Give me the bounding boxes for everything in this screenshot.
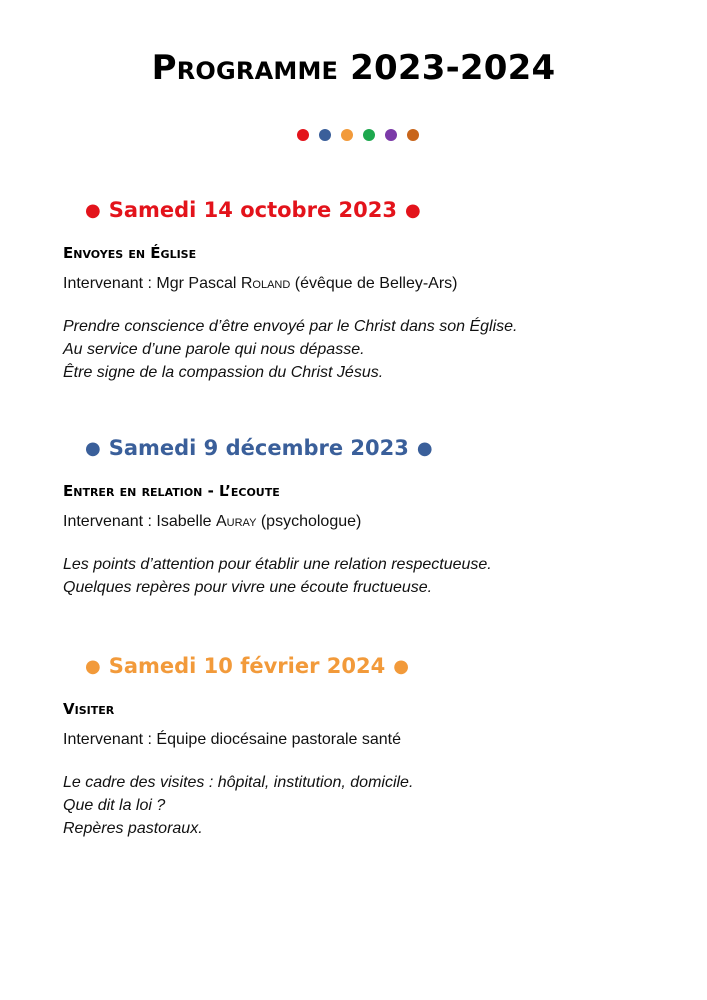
description-line: Prendre conscience d’être envoyé par le Christ dans son Église. [63, 318, 518, 335]
brown-dot-icon [407, 129, 419, 141]
speaker-prefix: Intervenant : Isabelle [63, 513, 216, 530]
bullet-icon: ● [416, 437, 433, 459]
page-title: Programme 2023-2024 [151, 48, 556, 88]
session-speaker [63, 731, 663, 749]
session-description [63, 315, 663, 384]
speaker-name: Roland [240, 275, 291, 292]
red-dot-icon [297, 129, 309, 141]
session-date-text: Samedi 14 octobre 2023 [108, 198, 397, 222]
session-1 [63, 198, 663, 384]
description-line: Quelques repères pour vivre une écoute fructueuse. [63, 579, 433, 596]
blue-dot-icon [319, 129, 331, 141]
speaker-suffix: (psychologue) [256, 513, 362, 530]
session-3 [63, 654, 663, 840]
session-description [63, 771, 663, 840]
description-line: Le cadre des visites : hôpital, institution, domicile. [63, 774, 414, 791]
session-date [63, 654, 663, 678]
bullet-icon: ● [85, 437, 101, 459]
orange-dot-icon [341, 129, 353, 141]
session-heading: Entrer en relation - L’ecoute [63, 482, 280, 500]
session-date [63, 436, 663, 460]
session-heading: Envoyes en Église [63, 244, 197, 262]
speaker-prefix: Intervenant : Équipe diocésaine pastorale santé [63, 731, 402, 748]
speaker-prefix: Intervenant : Mgr Pascal [63, 275, 241, 292]
session-date [63, 198, 663, 222]
description-line: Au service d’une parole qui nous dépasse. [63, 341, 365, 358]
description-line: Être signe de la compassion du Christ Jésus. [63, 364, 384, 381]
bullet-icon: ● [85, 199, 101, 221]
bullet-icon: ● [404, 199, 421, 221]
description-line: Repères pastoraux. [63, 820, 203, 837]
bullet-icon: ● [393, 655, 409, 677]
session-speaker [63, 513, 663, 531]
description-line: Les points d’attention pour établir une relation respectueuse. [63, 556, 492, 573]
purple-dot-icon [385, 129, 397, 141]
session-speaker [63, 275, 663, 293]
speaker-name: Auray [215, 513, 257, 530]
bullet-icon: ● [85, 655, 101, 677]
session-heading: Visiter [63, 700, 115, 718]
session-date-text: Samedi 9 décembre 2023 [108, 436, 409, 460]
session-2 [63, 436, 663, 599]
green-dot-icon [363, 129, 375, 141]
description-line: Que dit la loi ? [63, 797, 166, 814]
session-description [63, 553, 663, 599]
session-date-text: Samedi 10 février 2024 [108, 654, 386, 678]
speaker-suffix: (évêque de Belley-Ars) [290, 275, 458, 292]
decorative-dot-row [0, 129, 707, 141]
